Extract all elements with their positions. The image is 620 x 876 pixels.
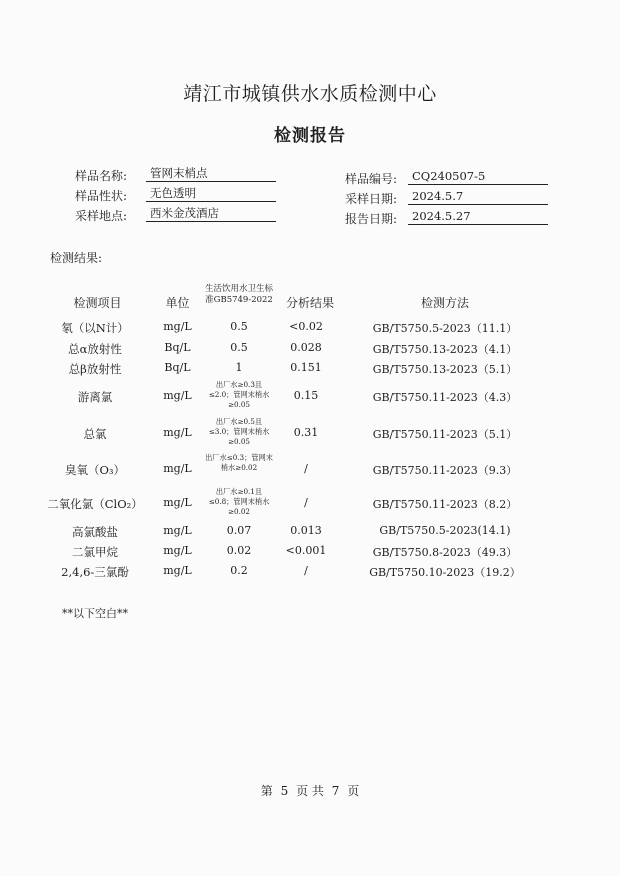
- row-method: GB/T5750.5-2023(14.1): [379, 524, 511, 537]
- sample-state-value: 无色透明: [146, 186, 276, 202]
- row-method: GB/T5750.5-2023（11.1）: [372, 322, 518, 335]
- header-unit: 单位: [165, 296, 190, 310]
- row-standard: 0.2: [230, 564, 248, 577]
- row-item: 2,4,6-三氯酚: [61, 565, 129, 579]
- report-date-value: 2024.5.27: [408, 209, 548, 225]
- row-unit: mg/L: [163, 462, 192, 475]
- report-title: 检测报告: [274, 126, 346, 146]
- row-method: GB/T5750.10-2023（19.2）: [369, 566, 521, 579]
- header-item: 检测项目: [73, 296, 122, 310]
- header-standard: 生活饮用水卫生标准GB5749-2022: [205, 284, 274, 305]
- row-standard: 出厂水≥0.1且≤0.8；管网末梢水≥0.02: [208, 487, 270, 516]
- row-item: 二氧化氯（ClO₂）: [47, 497, 143, 511]
- row-unit: mg/L: [163, 496, 192, 509]
- row-result: <0.001: [285, 544, 327, 557]
- row-unit: mg/L: [163, 524, 192, 537]
- row-standard: 出厂水≥0.5且≤3.0；管网末梢水≥0.05: [208, 417, 270, 446]
- row-standard: 出厂水≤0.3；管网末梢水≥0.02: [205, 453, 273, 472]
- row-item: 高氯酸盐: [72, 525, 118, 539]
- sample-no-value: CQ240507-5: [408, 169, 548, 185]
- report-date-label: 报告日期:: [345, 212, 398, 226]
- sample-name-value: 管网末梢点: [146, 166, 276, 182]
- footer-suffix: 页: [347, 784, 360, 798]
- sample-state-label: 样品性状:: [75, 189, 128, 203]
- row-unit: mg/L: [163, 320, 192, 333]
- row-item: 氡（以N计）: [61, 321, 129, 335]
- row-result: /: [304, 462, 308, 475]
- row-standard: 0.5: [230, 320, 248, 333]
- row-standard: 0.02: [226, 544, 252, 557]
- row-item: 总氯: [83, 427, 107, 441]
- row-result: <0.02: [289, 320, 323, 333]
- row-item: 二氯甲烷: [72, 545, 118, 559]
- blank-note: **以下空白**: [62, 607, 128, 620]
- sample-no-label: 样品编号:: [345, 172, 398, 186]
- row-item: 游离氯: [77, 390, 113, 404]
- sampling-site-label: 采样地点:: [75, 209, 128, 223]
- footer-prefix: 第: [260, 784, 273, 798]
- header-result: 分析结果: [285, 296, 334, 310]
- row-method: GB/T5750.8-2023（49.3）: [372, 546, 518, 559]
- row-result: /: [304, 496, 308, 509]
- row-result: /: [304, 564, 308, 577]
- row-result: 0.013: [290, 524, 322, 537]
- results-heading: 检测结果:: [50, 251, 103, 265]
- row-standard: 1: [235, 361, 243, 374]
- row-method: GB/T5750.13-2023（4.1）: [372, 343, 518, 356]
- row-result: 0.151: [290, 361, 322, 374]
- row-unit: mg/L: [163, 564, 192, 577]
- page-total: 7: [331, 784, 340, 798]
- row-result: 0.15: [293, 389, 319, 402]
- org-name: 靖江市城镇供水水质检测中心: [183, 83, 437, 105]
- row-unit: mg/L: [163, 426, 192, 439]
- sampling-date-label: 采样日期:: [345, 192, 398, 206]
- row-unit: mg/L: [163, 544, 192, 557]
- page-footer: [0, 782, 620, 799]
- sample-name-label: 样品名称:: [75, 169, 128, 183]
- row-method: GB/T5750.13-2023（5.1）: [372, 363, 518, 376]
- row-standard: 0.07: [226, 524, 252, 537]
- row-unit: Bq/L: [164, 341, 191, 354]
- row-result: 0.028: [290, 341, 322, 354]
- page-number: 5: [280, 784, 289, 798]
- row-method: GB/T5750.11-2023（8.2）: [372, 498, 518, 511]
- row-method: GB/T5750.11-2023（5.1）: [372, 428, 518, 441]
- row-item: 总α放射性: [68, 342, 122, 356]
- row-standard: 出厂水≥0.3且≤2.0；管网末梢水≥0.05: [208, 380, 270, 409]
- row-item: 臭氧（O₃）: [64, 463, 126, 477]
- row-method: GB/T5750.11-2023（9.3）: [372, 464, 518, 477]
- row-result: 0.31: [293, 426, 319, 439]
- row-standard: 0.5: [230, 341, 248, 354]
- sampling-date-value: 2024.5.7: [408, 189, 548, 205]
- sampling-site-value: 西米金茂酒店: [146, 206, 276, 222]
- row-item: 总β放射性: [68, 362, 122, 376]
- row-method: GB/T5750.11-2023（4.3）: [372, 391, 518, 404]
- footer-mid: 页 共: [296, 784, 324, 798]
- header-method: 检测方法: [420, 296, 469, 310]
- row-unit: Bq/L: [164, 361, 191, 374]
- row-unit: mg/L: [163, 389, 192, 402]
